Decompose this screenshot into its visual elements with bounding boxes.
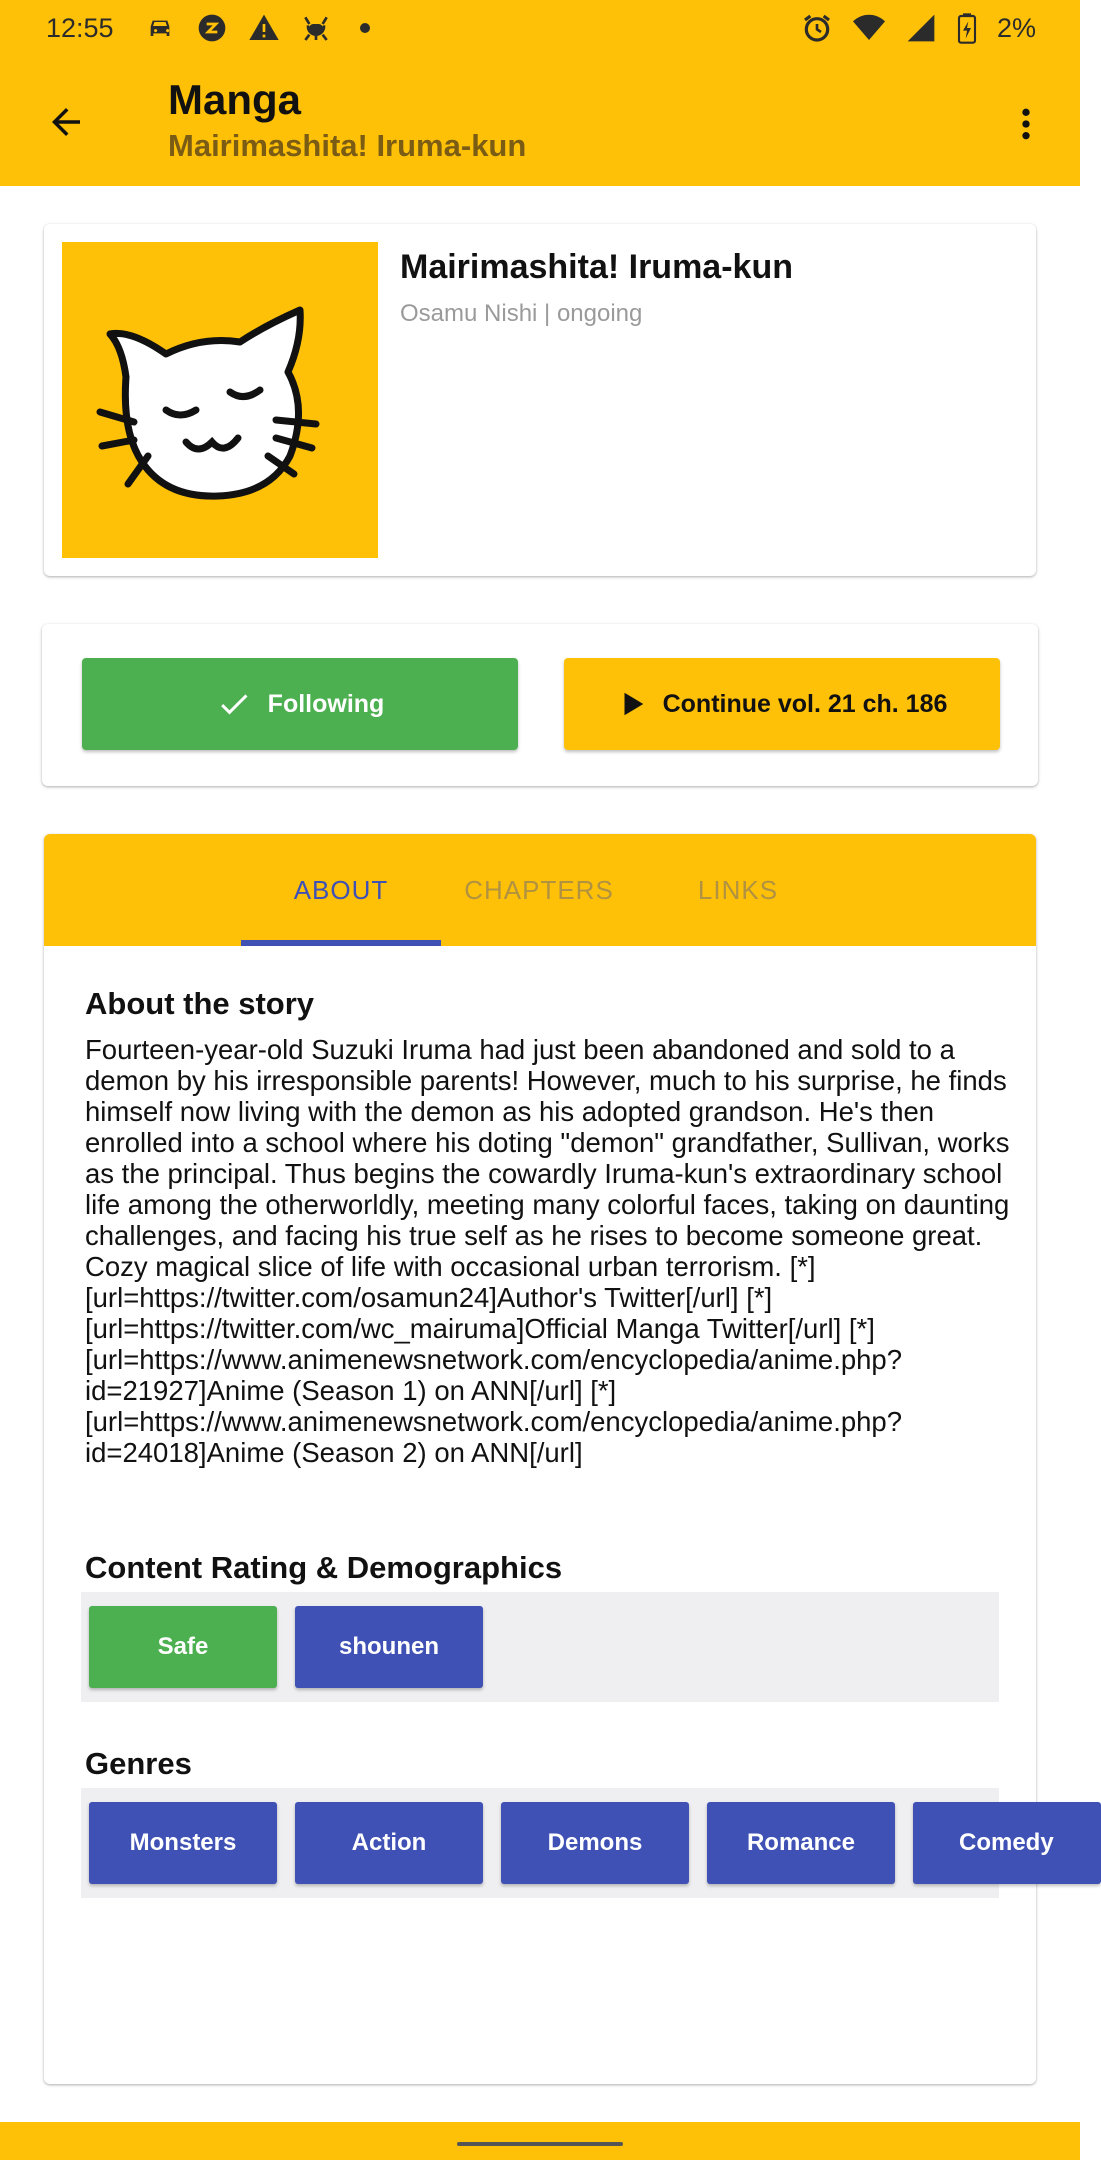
- car-icon: [144, 12, 176, 44]
- tab-links[interactable]: LINKS: [697, 874, 779, 905]
- signal-icon: [905, 12, 937, 44]
- tab-bar: [44, 834, 1036, 946]
- wifi-icon: [853, 12, 885, 44]
- cat-placeholder-icon: [62, 242, 378, 558]
- navigation-bar: [0, 2122, 1080, 2160]
- crab-app-icon: [300, 12, 332, 44]
- genre-chip-monsters[interactable]: Monsters: [89, 1802, 277, 1884]
- following-label: Following: [267, 689, 385, 718]
- continue-reading-button[interactable]: [564, 658, 1000, 750]
- tab-chapters[interactable]: CHAPTERS: [464, 874, 614, 905]
- app-bar: [0, 56, 1080, 186]
- swirl-app-icon: [196, 12, 228, 44]
- check-icon: [216, 686, 252, 722]
- following-button[interactable]: [82, 658, 518, 750]
- genre-chip-romance[interactable]: Romance: [707, 1802, 895, 1884]
- back-button[interactable]: [40, 96, 92, 148]
- active-tab-indicator: [241, 940, 441, 946]
- continue-label: Continue vol. 21 ch. 186: [662, 689, 948, 718]
- genre-chip-action[interactable]: Action: [295, 1802, 483, 1884]
- home-gesture-handle[interactable]: [457, 2142, 623, 2146]
- tab-about[interactable]: ABOUT: [293, 874, 389, 905]
- rating-chip-safe[interactable]: Safe: [89, 1606, 277, 1688]
- play-icon: [617, 689, 647, 719]
- content-rating-heading: Content Rating & Demographics: [85, 1550, 563, 1585]
- arrow-back-icon: [45, 101, 87, 143]
- manga-title: Mairimashita! Iruma-kun: [400, 248, 793, 286]
- demographic-chip-shounen[interactable]: shounen: [295, 1606, 483, 1688]
- battery-charging-icon: [957, 12, 977, 44]
- manga-cover[interactable]: [62, 242, 378, 558]
- content-rating-strip: [81, 1592, 999, 1702]
- notification-dot: [360, 23, 370, 33]
- page-title: Manga: [168, 76, 302, 123]
- alarm-icon: [801, 12, 833, 44]
- about-heading: About the story: [85, 986, 315, 1021]
- manga-header-card: [44, 224, 1036, 576]
- more-options-button[interactable]: [1002, 98, 1050, 150]
- genre-chip-comedy[interactable]: Comedy: [913, 1802, 1101, 1884]
- app-bar-titles: [168, 76, 526, 166]
- status-bar: [0, 0, 1080, 56]
- status-time: 12:55: [46, 12, 114, 43]
- actions-card: [42, 624, 1038, 786]
- about-text: Fourteen-year-old Suzuki Iruma had just been abandoned and sold to a demon by his irresponsible parents! However, much to his surprise, he finds himself now living with the demon as his adopted grandson. He's then enrolled into a school where his doting "demon" grandfather, Sullivan, works as the principal. Thus begins the cowardly Iruma-kun's extraordinary school life among the otherworldly, meeting many colorful faces, taking on daunting challenges, and facing his true self as he rises to become someone great. Cozy magical slice of life with occasional urban terrorism. [*][url=https://twitter.com/osamun24]Author's Twitter[/url] [*][url=https://twitter.com/wc_mairuma]Official Manga Twitter[/url] [*][url=https://www.animenewsnetwork.com/encyclopedia/anime.php?id=21927]Anime (Season 1) on ANN[/url] [*][url=https://www.animenewsnetwork.com/encyclopedia/anime.php?id=24018]Anime (Season 2) on ANN[/url]: [85, 1034, 1010, 1468]
- more-vert-icon: [1006, 102, 1046, 146]
- genre-chip-demons[interactable]: Demons: [501, 1802, 689, 1884]
- status-left: [46, 12, 370, 44]
- page-subtitle: Mairimashita! Iruma-kun: [168, 128, 527, 163]
- status-right: [801, 12, 1036, 44]
- battery-level: 2%: [996, 12, 1036, 43]
- genres-strip[interactable]: [81, 1788, 1054, 1898]
- warning-icon: [248, 12, 280, 44]
- manga-author-status: Osamu Nishi | ongoing: [400, 300, 643, 327]
- genres-heading: Genres: [85, 1746, 192, 1781]
- info-card: [44, 834, 1054, 2084]
